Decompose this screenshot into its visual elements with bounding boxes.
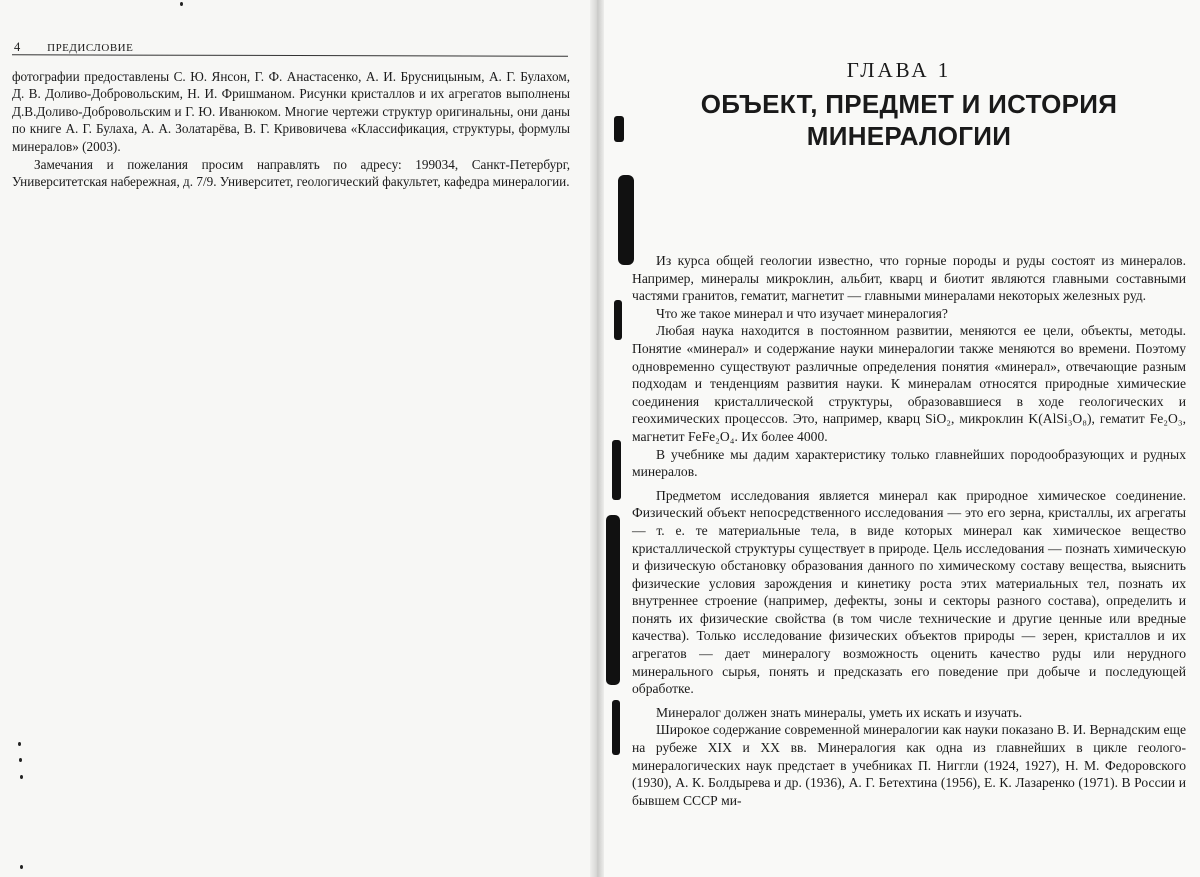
preface-text [12, 68, 570, 191]
body-paragraph-3 [632, 322, 1186, 445]
paragraph-3-text-e: . Их более 4000. [734, 428, 828, 444]
formula-quartz: SiO₂ [925, 411, 952, 427]
preface-paragraph-1: фотографии предоставлены С. Ю. Янсон, Г. Ф. Анастасенко, А. И. Брусницыным, А. Г. Булахом, Д. В. Доливо-Добровольским, Н. И. Фришманом. Рисунки кристаллов и их агрегатов выполнены Д.В.Доливо-Добровольским и Г. Ю. Иванюком. Многие чертежи структур оригинальны, они даны по книге А. Г. Булаха, А. А. Золатарёва, В. Г. Кривовичева «Классификация, структуры, формулы минералов» (2003). [12, 69, 570, 154]
left-page [0, 0, 598, 877]
scan-smudge [612, 700, 620, 755]
formula-magnetite: FeFe₂O₄ [687, 428, 735, 444]
formula-microcline: K(AlSi₃O₈) [1028, 411, 1092, 427]
body-paragraph-5: Предметом исследования является минерал как природное химическое соединение. Физический объект непосредственного исследования — это его зерна, кристаллы, их агрегаты — т. е. те материальные тела, в виде которых минерал как химическое вещество кристаллической структуры существует в природе. Цель исследования — познать химическую и физическую обстановку образования данного по химическому составу вещества, выяснить физические условия зарождения и кинетику роста этих материальных тел, познать их внутреннее строение (например, дефекты, зоны и секторы разного состава), определить и понять их физические свойства (в том числе технические и другие ценные или вредные качества). Только исследование физических объектов природы — зерен, кристаллов и их агрегатов — дает минералогу возможность оценить качество руды или нерудного минерального сырья, понять и предсказать его поведение при добыче и последующей обработке. [632, 487, 1186, 697]
scan-speck [20, 775, 23, 779]
chapter-title-line-1: ОБЪЕКТ, ПРЕДМЕТ И ИСТОРИЯ [700, 89, 1118, 119]
preface-paragraph-2: Замечания и пожелания просим направлять по адресу: 199034, Санкт-Петербург, Университетская набережная, д. 7/9. Университет, геологический факультет, кафедра минералогии. [12, 157, 570, 190]
header-rule [12, 54, 568, 56]
scan-speck [18, 742, 21, 746]
scan-speck [180, 2, 183, 6]
body-paragraph-4: В учебнике мы дадим характеристику только главнейших породообразующих и рудных минералов. [632, 446, 1186, 480]
body-paragraph-6: Минералог должен знать минералы, уметь их искать и изучать. [656, 704, 1023, 720]
scan-smudge [614, 300, 622, 340]
chapter-body-text [632, 252, 1186, 809]
chapter-title [618, 88, 1200, 152]
paragraph-3-text-a: Любая наука находится в постоянном развитии, меняются ее цели, объекты, методы. Понятие «минерал» и содержание науки минералогии также меняются во времени. Поэтому одновременно существуют различные определения понятия «минерал», отвечающие разным подходам и тенденциям развития науки. К минералам относятся природные химические соединения кристаллической структуры, образовавшиеся в ходе геологических и геохимических процессов. Это, например, кварц [632, 323, 1186, 427]
scan-smudge [612, 440, 621, 500]
scan-smudge [614, 116, 624, 142]
body-paragraph-1: Из курса общей геологии известно, что горные породы и руды состоят из минералов. Например, минералы микроклин, альбит, кварц и биотит являются главными составными частями гранитов, гематит, магнетит — главными минералами некоторых железных руд. [632, 253, 1186, 304]
paragraph-3-text-b: , микроклин [951, 411, 1029, 427]
paragraph-3-text-d: , магнетит [632, 411, 1186, 444]
body-paragraph-2: Что же такое минерал и что изучает минералогия? [656, 305, 948, 321]
formula-hematite: Fe₂O₃ [1149, 411, 1183, 427]
chapter-title-line-2: МИНЕРАЛОГИИ [806, 121, 1012, 151]
scan-smudge [606, 515, 620, 685]
scan-smudge [618, 175, 634, 265]
scan-speck [19, 758, 22, 762]
paragraph-3-text-c: , гематит [1091, 411, 1150, 427]
running-head [14, 40, 133, 55]
running-head-title: ПРЕДИСЛОВИЕ [47, 42, 134, 54]
page-number: 4 [14, 40, 21, 54]
body-paragraph-7: Широкое содержание современной минералогии как науки показано В. И. Вернадским еще на рубеже XIX и XX вв. Минералогия как одна из главнейших в цикле геолого-минералогических наук предстает в учебниках П. Ниггли (1924, 1927), Н. М. Федоровского (1930), А. К. Болдырева и др. (1936), А. Г. Бетехтина (1956), Е. К. Лазаренко (1971). В России и бывшем СССР ми- [632, 722, 1187, 808]
book-gutter [590, 0, 604, 877]
scan-speck [20, 865, 23, 869]
chapter-label: ГЛАВА 1 [846, 58, 952, 82]
